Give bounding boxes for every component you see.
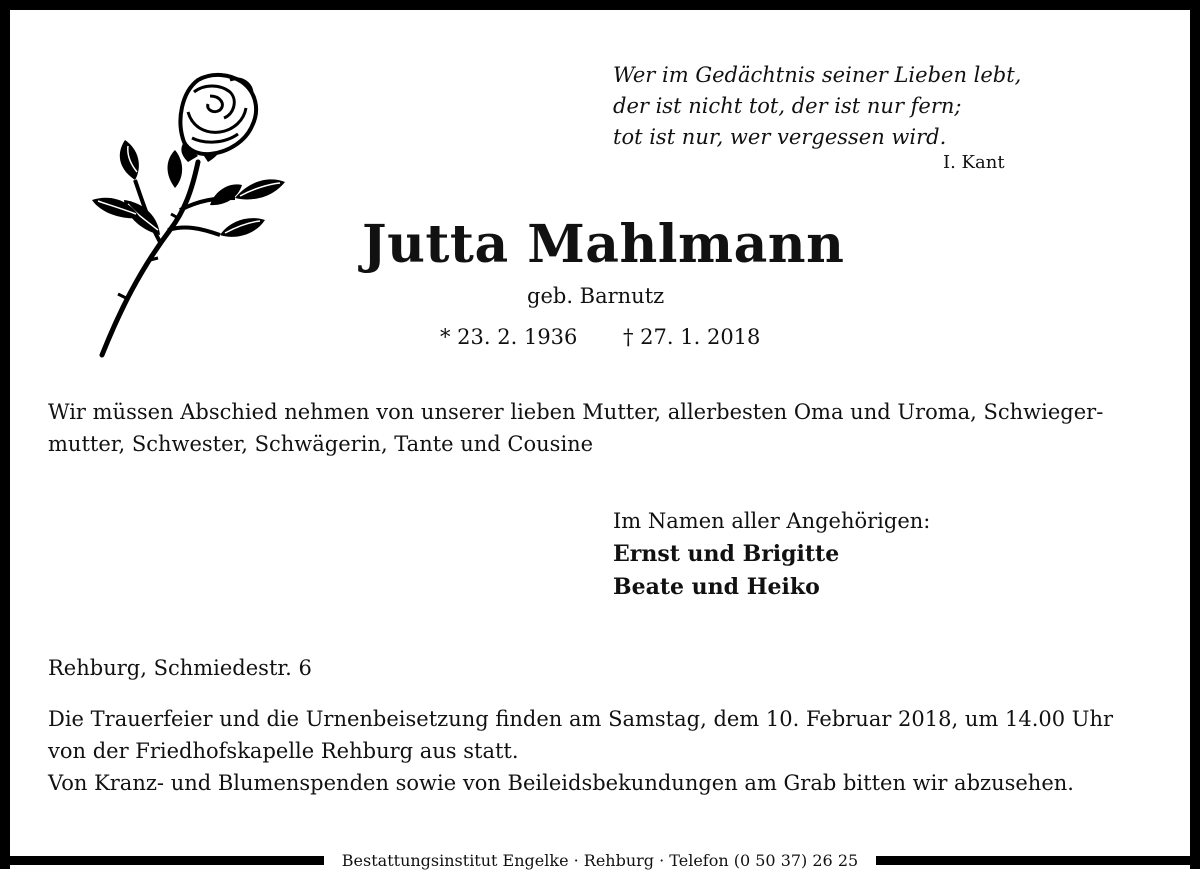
message-line: mutter, Schwester, Schwägerin, Tante und Cousine	[48, 432, 594, 456]
service-line: Die Trauerfeier und die Urnenbeisetzung finden am Samstag, dem 10. Februar 2018, um 14.00 Uhr	[48, 707, 1114, 731]
birth-date: * 23. 2. 1936	[440, 325, 578, 349]
footer-bar	[0, 852, 1200, 869]
footer-rule-right	[876, 856, 1200, 865]
maiden-name: geb. Barnutz	[527, 284, 665, 308]
address: Rehburg, Schmiedestr. 6	[48, 656, 312, 680]
quote-line: Wer im Gedächtnis seiner Lieben lebt,	[613, 63, 1022, 87]
message-line: Wir müssen Abschied nehmen von unserer lieben Mutter, allerbesten Oma und Uroma, Schwieger-	[48, 400, 1104, 424]
signoff-intro: Im Namen aller Angehörigen:	[613, 509, 931, 533]
footer-rule-left	[0, 856, 324, 865]
service-details	[48, 703, 1158, 767]
quote-line: tot ist nur, wer vergessen wird.	[613, 125, 947, 149]
quote-author: I. Kant	[943, 152, 1005, 173]
service-line: von der Friedhofskapelle Rehburg aus statt.	[48, 739, 519, 763]
deceased-name: Jutta Mahlmann	[362, 214, 845, 275]
rose-icon	[80, 70, 290, 360]
death-date: † 27. 1. 2018	[623, 325, 761, 349]
funeral-home-footer: Bestattungsinstitut Engelke · Rehburg · Telefon (0 50 37) 26 25	[341, 851, 859, 870]
mourner-name: Ernst und Brigitte	[613, 541, 840, 567]
memorial-quote	[613, 60, 1021, 153]
flowers-note: Von Kranz- und Blumenspenden sowie von Beileidsbekundungen am Grab bitten wir abzusehen.	[48, 771, 1074, 795]
farewell-message	[48, 396, 1158, 460]
mourner-name: Beate und Heiko	[613, 574, 820, 600]
quote-line: der ist nicht tot, der ist nur fern;	[613, 94, 962, 118]
family-signoff	[613, 505, 930, 604]
